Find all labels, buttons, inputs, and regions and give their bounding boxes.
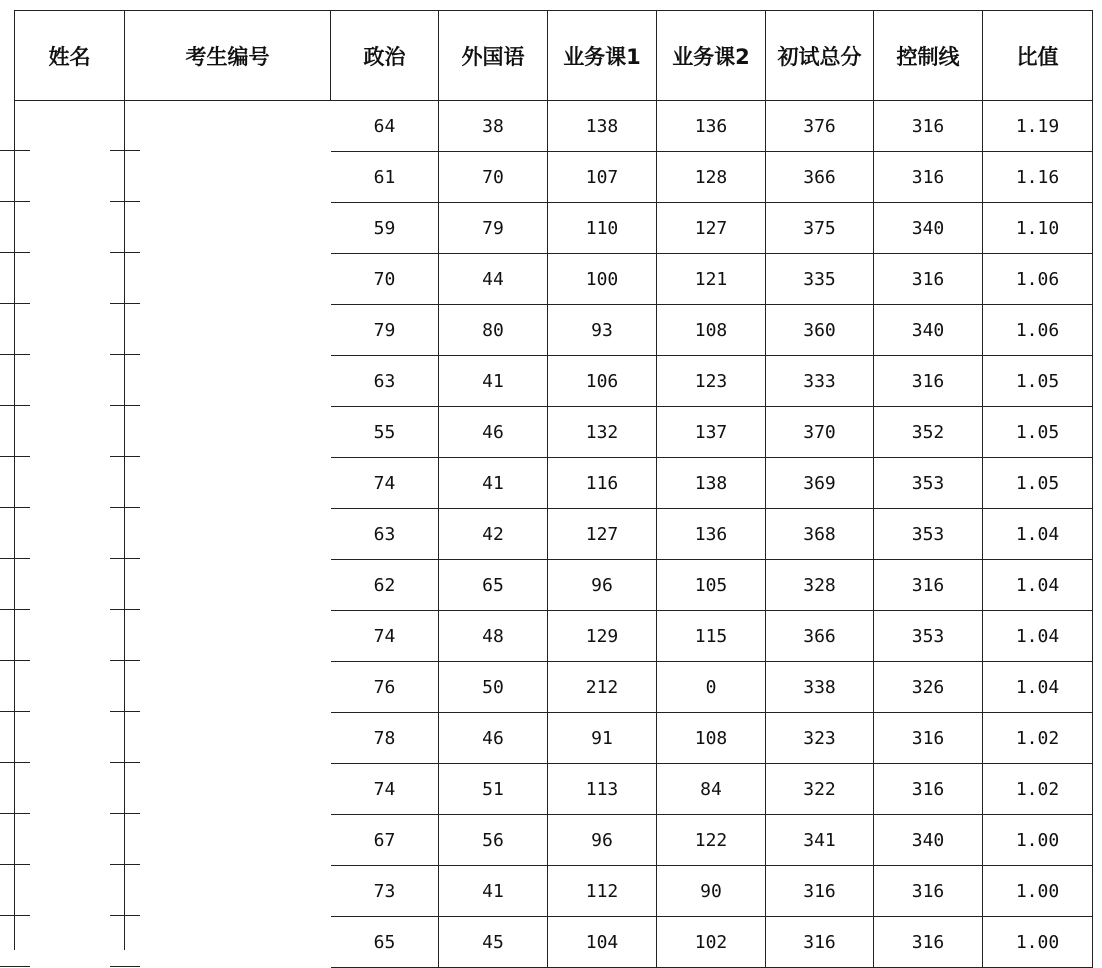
course-1-cell: 113 xyxy=(548,764,657,815)
cutoff-line-cell: 316 xyxy=(874,917,983,968)
course-1-cell: 110 xyxy=(548,203,657,254)
exam-number-cell xyxy=(125,560,331,611)
course-2-cell: 137 xyxy=(657,407,766,458)
cutoff-line-cell: 316 xyxy=(874,866,983,917)
ratio-cell: 1.10 xyxy=(983,203,1093,254)
politics-cell: 73 xyxy=(331,866,439,917)
total-score-cell: 333 xyxy=(766,356,874,407)
course-2-cell: 105 xyxy=(657,560,766,611)
politics-cell: 65 xyxy=(331,917,439,968)
table-row xyxy=(15,254,1093,305)
table-row xyxy=(15,101,1093,152)
gridline-tick xyxy=(0,711,30,712)
name-cell xyxy=(15,560,125,611)
ratio-cell: 1.19 xyxy=(983,101,1093,152)
ratio-cell: 1.05 xyxy=(983,458,1093,509)
exam-number-cell xyxy=(125,815,331,866)
name-cell xyxy=(15,458,125,509)
foreign-language-cell: 80 xyxy=(439,305,548,356)
course-1-cell: 106 xyxy=(548,356,657,407)
score-table xyxy=(14,10,1093,968)
table-row xyxy=(15,815,1093,866)
foreign-language-cell: 41 xyxy=(439,866,548,917)
header-course-1: 业务课1 xyxy=(548,11,657,101)
name-cell xyxy=(15,815,125,866)
name-cell xyxy=(15,152,125,203)
ratio-cell: 1.05 xyxy=(983,356,1093,407)
course-1-cell: 96 xyxy=(548,560,657,611)
exam-number-cell xyxy=(125,917,331,968)
exam-number-cell xyxy=(125,152,331,203)
foreign-language-cell: 45 xyxy=(439,917,548,968)
gridline-vertical xyxy=(14,10,15,950)
politics-cell: 70 xyxy=(331,254,439,305)
exam-number-cell xyxy=(125,458,331,509)
cutoff-line-cell: 316 xyxy=(874,101,983,152)
name-cell xyxy=(15,101,125,152)
gridline-tick xyxy=(110,609,140,610)
total-score-cell: 328 xyxy=(766,560,874,611)
foreign-language-cell: 46 xyxy=(439,407,548,458)
ratio-cell: 1.02 xyxy=(983,764,1093,815)
total-score-cell: 335 xyxy=(766,254,874,305)
ratio-cell: 1.04 xyxy=(983,509,1093,560)
table-row xyxy=(15,713,1093,764)
foreign-language-cell: 79 xyxy=(439,203,548,254)
gridline-tick xyxy=(0,762,30,763)
ratio-cell: 1.00 xyxy=(983,917,1093,968)
exam-number-cell xyxy=(125,764,331,815)
gridline-tick xyxy=(0,609,30,610)
course-2-cell: 115 xyxy=(657,611,766,662)
gridline-tick xyxy=(110,660,140,661)
politics-cell: 76 xyxy=(331,662,439,713)
name-cell xyxy=(15,203,125,254)
cutoff-line-cell: 353 xyxy=(874,509,983,560)
course-1-cell: 107 xyxy=(548,152,657,203)
course-1-cell: 212 xyxy=(548,662,657,713)
header-politics: 政治 xyxy=(331,11,439,101)
gridline-tick xyxy=(110,762,140,763)
total-score-cell: 360 xyxy=(766,305,874,356)
exam-number-cell xyxy=(125,254,331,305)
ratio-cell: 1.02 xyxy=(983,713,1093,764)
name-cell xyxy=(15,713,125,764)
total-score-cell: 369 xyxy=(766,458,874,509)
cutoff-line-cell: 316 xyxy=(874,713,983,764)
course-2-cell: 108 xyxy=(657,713,766,764)
course-1-cell: 112 xyxy=(548,866,657,917)
course-1-cell: 91 xyxy=(548,713,657,764)
foreign-language-cell: 42 xyxy=(439,509,548,560)
foreign-language-cell: 70 xyxy=(439,152,548,203)
gridline-tick xyxy=(0,864,30,865)
gridline-tick xyxy=(0,456,30,457)
header-ratio: 比值 xyxy=(983,11,1093,101)
gridline-tick xyxy=(110,303,140,304)
ratio-cell: 1.06 xyxy=(983,305,1093,356)
table-row xyxy=(15,917,1093,968)
name-cell xyxy=(15,611,125,662)
gridline-tick xyxy=(0,813,30,814)
total-score-cell: 316 xyxy=(766,866,874,917)
course-2-cell: 122 xyxy=(657,815,766,866)
course-2-cell: 136 xyxy=(657,509,766,560)
cutoff-line-cell: 316 xyxy=(874,764,983,815)
ratio-cell: 1.05 xyxy=(983,407,1093,458)
gridline-tick xyxy=(110,201,140,202)
total-score-cell: 375 xyxy=(766,203,874,254)
course-2-cell: 0 xyxy=(657,662,766,713)
name-cell xyxy=(15,305,125,356)
foreign-language-cell: 46 xyxy=(439,713,548,764)
politics-cell: 74 xyxy=(331,764,439,815)
total-score-cell: 366 xyxy=(766,611,874,662)
course-2-cell: 84 xyxy=(657,764,766,815)
politics-cell: 59 xyxy=(331,203,439,254)
header-exam-number: 考生编号 xyxy=(125,11,331,101)
cutoff-line-cell: 316 xyxy=(874,152,983,203)
course-1-cell: 96 xyxy=(548,815,657,866)
exam-number-cell xyxy=(125,662,331,713)
table-row xyxy=(15,560,1093,611)
course-1-cell: 104 xyxy=(548,917,657,968)
gridline-tick xyxy=(110,915,140,916)
course-1-cell: 127 xyxy=(548,509,657,560)
cutoff-line-cell: 353 xyxy=(874,611,983,662)
politics-cell: 78 xyxy=(331,713,439,764)
politics-cell: 55 xyxy=(331,407,439,458)
foreign-language-cell: 44 xyxy=(439,254,548,305)
gridline-tick xyxy=(110,405,140,406)
table-row xyxy=(15,662,1093,713)
gridline-tick xyxy=(0,150,30,151)
politics-cell: 67 xyxy=(331,815,439,866)
gridline-tick xyxy=(110,966,140,967)
table-row xyxy=(15,305,1093,356)
ratio-cell: 1.00 xyxy=(983,866,1093,917)
cutoff-line-cell: 340 xyxy=(874,203,983,254)
total-score-cell: 376 xyxy=(766,101,874,152)
ratio-cell: 1.04 xyxy=(983,611,1093,662)
gridline-tick xyxy=(0,558,30,559)
foreign-language-cell: 56 xyxy=(439,815,548,866)
course-2-cell: 136 xyxy=(657,101,766,152)
name-cell xyxy=(15,917,125,968)
gridline-tick xyxy=(110,558,140,559)
ratio-cell: 1.06 xyxy=(983,254,1093,305)
foreign-language-cell: 51 xyxy=(439,764,548,815)
table-row xyxy=(15,764,1093,815)
course-2-cell: 128 xyxy=(657,152,766,203)
cutoff-line-cell: 316 xyxy=(874,254,983,305)
cutoff-line-cell: 340 xyxy=(874,305,983,356)
name-cell xyxy=(15,764,125,815)
header-cutoff-line: 控制线 xyxy=(874,11,983,101)
name-cell xyxy=(15,866,125,917)
course-1-cell: 138 xyxy=(548,101,657,152)
politics-cell: 64 xyxy=(331,101,439,152)
exam-number-cell xyxy=(125,101,331,152)
name-cell xyxy=(15,356,125,407)
table-row xyxy=(15,407,1093,458)
table-row xyxy=(15,866,1093,917)
exam-number-cell xyxy=(125,356,331,407)
total-score-cell: 316 xyxy=(766,917,874,968)
exam-number-cell xyxy=(125,305,331,356)
table-row xyxy=(15,611,1093,662)
foreign-language-cell: 50 xyxy=(439,662,548,713)
course-1-cell: 100 xyxy=(548,254,657,305)
table-row xyxy=(15,509,1093,560)
exam-number-cell xyxy=(125,509,331,560)
total-score-cell: 323 xyxy=(766,713,874,764)
cutoff-line-cell: 340 xyxy=(874,815,983,866)
gridline-tick xyxy=(110,864,140,865)
course-2-cell: 138 xyxy=(657,458,766,509)
course-2-cell: 123 xyxy=(657,356,766,407)
gridline-tick xyxy=(110,252,140,253)
cutoff-line-cell: 316 xyxy=(874,560,983,611)
politics-cell: 79 xyxy=(331,305,439,356)
gridline-tick xyxy=(110,150,140,151)
foreign-language-cell: 41 xyxy=(439,458,548,509)
header-row xyxy=(15,11,1093,101)
course-2-cell: 102 xyxy=(657,917,766,968)
gridline-tick xyxy=(110,711,140,712)
table-row xyxy=(15,152,1093,203)
foreign-language-cell: 65 xyxy=(439,560,548,611)
gridline-tick xyxy=(110,354,140,355)
header-course-2: 业务课2 xyxy=(657,11,766,101)
exam-number-cell xyxy=(125,866,331,917)
exam-number-cell xyxy=(125,203,331,254)
course-1-cell: 132 xyxy=(548,407,657,458)
name-cell xyxy=(15,509,125,560)
foreign-language-cell: 41 xyxy=(439,356,548,407)
course-1-cell: 93 xyxy=(548,305,657,356)
course-1-cell: 129 xyxy=(548,611,657,662)
gridline-tick xyxy=(0,660,30,661)
course-2-cell: 121 xyxy=(657,254,766,305)
table-body xyxy=(15,101,1093,968)
gridline-tick xyxy=(0,966,30,967)
total-score-cell: 370 xyxy=(766,407,874,458)
gridline-tick xyxy=(0,507,30,508)
politics-cell: 74 xyxy=(331,611,439,662)
cutoff-line-cell: 353 xyxy=(874,458,983,509)
exam-number-cell xyxy=(125,713,331,764)
total-score-cell: 338 xyxy=(766,662,874,713)
course-1-cell: 116 xyxy=(548,458,657,509)
foreign-language-cell: 38 xyxy=(439,101,548,152)
name-cell xyxy=(15,254,125,305)
politics-cell: 62 xyxy=(331,560,439,611)
politics-cell: 74 xyxy=(331,458,439,509)
cutoff-line-cell: 326 xyxy=(874,662,983,713)
table-row xyxy=(15,356,1093,407)
ratio-cell: 1.04 xyxy=(983,662,1093,713)
politics-cell: 63 xyxy=(331,356,439,407)
cutoff-line-cell: 352 xyxy=(874,407,983,458)
gridline-vertical xyxy=(124,10,125,950)
exam-number-cell xyxy=(125,611,331,662)
gridline-tick xyxy=(0,303,30,304)
total-score-cell: 322 xyxy=(766,764,874,815)
gridline-tick xyxy=(0,252,30,253)
gridline-tick xyxy=(110,813,140,814)
table-row xyxy=(15,458,1093,509)
total-score-cell: 341 xyxy=(766,815,874,866)
total-score-cell: 368 xyxy=(766,509,874,560)
cutoff-line-cell: 316 xyxy=(874,356,983,407)
name-cell xyxy=(15,407,125,458)
header-foreign-language: 外国语 xyxy=(439,11,548,101)
total-score-cell: 366 xyxy=(766,152,874,203)
exam-number-cell xyxy=(125,407,331,458)
gridline-tick xyxy=(110,456,140,457)
gridline-tick xyxy=(0,405,30,406)
gridline-tick xyxy=(0,201,30,202)
table-row xyxy=(15,203,1093,254)
course-2-cell: 127 xyxy=(657,203,766,254)
politics-cell: 61 xyxy=(331,152,439,203)
gridline-tick xyxy=(0,915,30,916)
header-total-score: 初试总分 xyxy=(766,11,874,101)
politics-cell: 63 xyxy=(331,509,439,560)
ratio-cell: 1.16 xyxy=(983,152,1093,203)
gridline-tick xyxy=(110,507,140,508)
ratio-cell: 1.04 xyxy=(983,560,1093,611)
course-2-cell: 108 xyxy=(657,305,766,356)
ratio-cell: 1.00 xyxy=(983,815,1093,866)
foreign-language-cell: 48 xyxy=(439,611,548,662)
name-cell xyxy=(15,662,125,713)
course-2-cell: 90 xyxy=(657,866,766,917)
header-name: 姓名 xyxy=(15,11,125,101)
gridline-tick xyxy=(0,354,30,355)
